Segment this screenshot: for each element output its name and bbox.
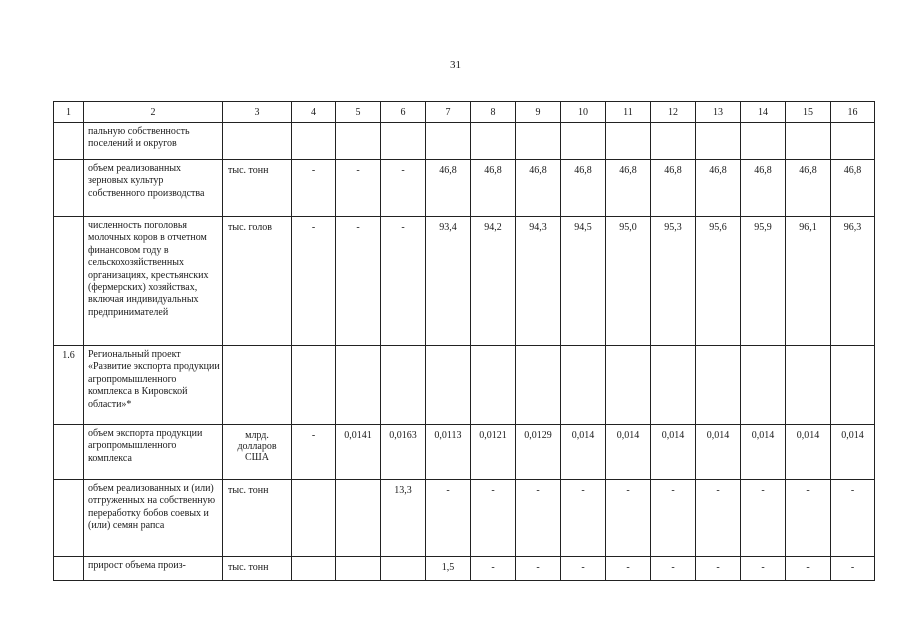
value-cell: -	[606, 557, 651, 581]
table-row	[54, 346, 875, 425]
value-cell: -	[381, 217, 426, 346]
indicator-name-cell: объем реализованных и (или) отгруженных на собственную переработку бобов соевых и (или) семян рапса	[84, 480, 223, 557]
value-cell	[381, 123, 426, 160]
value-cell: -	[651, 480, 696, 557]
value-cell	[606, 123, 651, 160]
table-row	[54, 217, 875, 346]
column-number-cell: 16	[831, 102, 875, 123]
row-index-cell	[54, 425, 84, 480]
value-cell: -	[336, 160, 381, 217]
value-cell: 46,8	[516, 160, 561, 217]
value-cell	[831, 346, 875, 425]
value-cell: 0,014	[786, 425, 831, 480]
value-cell: 46,8	[561, 160, 606, 217]
value-cell: 0,0121	[471, 425, 516, 480]
row-index-cell: 1.6	[54, 346, 84, 425]
value-cell: -	[426, 480, 471, 557]
value-cell: 0,014	[651, 425, 696, 480]
value-cell: 96,3	[831, 217, 875, 346]
column-number-cell: 8	[471, 102, 516, 123]
value-cell: -	[606, 480, 651, 557]
value-cell: -	[786, 480, 831, 557]
unit-cell	[223, 346, 292, 425]
row-index-cell	[54, 557, 84, 581]
value-cell: -	[336, 217, 381, 346]
value-cell	[516, 346, 561, 425]
value-cell: 46,8	[741, 160, 786, 217]
value-cell	[336, 346, 381, 425]
value-cell	[741, 346, 786, 425]
value-cell: 46,8	[606, 160, 651, 217]
value-cell: 96,1	[786, 217, 831, 346]
value-cell: 0,0129	[516, 425, 561, 480]
value-cell	[292, 123, 336, 160]
value-cell: -	[471, 480, 516, 557]
unit-cell: тыс. тонн	[223, 160, 292, 217]
value-cell: 94,2	[471, 217, 516, 346]
unit-cell: тыс. голов	[223, 217, 292, 346]
column-number-cell: 6	[381, 102, 426, 123]
value-cell: 46,8	[651, 160, 696, 217]
value-cell: 95,3	[651, 217, 696, 346]
column-number-cell: 10	[561, 102, 606, 123]
value-cell: 46,8	[471, 160, 516, 217]
row-index-cell	[54, 480, 84, 557]
value-cell: -	[831, 480, 875, 557]
value-cell: 0,014	[606, 425, 651, 480]
indicator-name-cell: объем реализованных зерновых культур собственного производства	[84, 160, 223, 217]
column-number-row	[54, 102, 875, 123]
value-cell: -	[786, 557, 831, 581]
value-cell: 95,9	[741, 217, 786, 346]
value-cell: 0,0141	[336, 425, 381, 480]
value-cell	[786, 123, 831, 160]
value-cell: 46,8	[696, 160, 741, 217]
page-number: 31	[450, 59, 461, 71]
table-row	[54, 557, 875, 581]
value-cell: 95,6	[696, 217, 741, 346]
value-cell	[292, 480, 336, 557]
table-row	[54, 123, 875, 160]
value-cell: 1,5	[426, 557, 471, 581]
unit-cell: тыс. тонн	[223, 557, 292, 581]
value-cell: -	[471, 557, 516, 581]
row-index-cell	[54, 160, 84, 217]
value-cell	[292, 557, 336, 581]
indicator-name-cell: Региональный проект «Развитие экспорта продукции агропромышленного комплекса в Кировской области»*	[84, 346, 223, 425]
column-number-cell: 14	[741, 102, 786, 123]
table-row	[54, 160, 875, 217]
value-cell: -	[696, 480, 741, 557]
unit-cell: тыс. тонн	[223, 480, 292, 557]
indicators-table	[53, 101, 875, 581]
value-cell: -	[561, 557, 606, 581]
value-cell: -	[696, 557, 741, 581]
indicator-name-cell: прирост объема произ-	[84, 557, 223, 581]
value-cell: -	[516, 480, 561, 557]
table-row	[54, 480, 875, 557]
indicator-name-cell: пальную собственность поселений и округов	[84, 123, 223, 160]
column-number-cell: 12	[651, 102, 696, 123]
value-cell: 93,4	[426, 217, 471, 346]
value-cell: 46,8	[786, 160, 831, 217]
value-cell: -	[292, 217, 336, 346]
indicator-name-cell: численность поголовья молочных коров в отчетном финансовом году в сельскохозяйственных организациях, крестьянских (фермерских) хозяйствах, включая индивидуальных предпринимателей	[84, 217, 223, 346]
value-cell: 95,0	[606, 217, 651, 346]
value-cell: 0,0113	[426, 425, 471, 480]
indicator-name-cell: объем экспорта продукции агропромышленного комплекса	[84, 425, 223, 480]
value-cell	[561, 123, 606, 160]
value-cell	[786, 346, 831, 425]
value-cell: 46,8	[831, 160, 875, 217]
value-cell	[381, 557, 426, 581]
value-cell: -	[516, 557, 561, 581]
value-cell: -	[741, 557, 786, 581]
value-cell: -	[741, 480, 786, 557]
value-cell: 94,3	[516, 217, 561, 346]
value-cell	[696, 123, 741, 160]
value-cell	[516, 123, 561, 160]
value-cell	[606, 346, 651, 425]
value-cell: 0,014	[696, 425, 741, 480]
column-number-cell: 7	[426, 102, 471, 123]
value-cell	[741, 123, 786, 160]
unit-cell	[223, 123, 292, 160]
column-number-cell: 2	[84, 102, 223, 123]
value-cell: 0,014	[561, 425, 606, 480]
column-number-cell: 3	[223, 102, 292, 123]
value-cell	[651, 123, 696, 160]
value-cell: -	[831, 557, 875, 581]
value-cell: -	[292, 425, 336, 480]
value-cell	[336, 557, 381, 581]
value-cell	[292, 346, 336, 425]
value-cell: 0,0163	[381, 425, 426, 480]
value-cell: 46,8	[426, 160, 471, 217]
column-number-cell: 9	[516, 102, 561, 123]
column-number-cell: 1	[54, 102, 84, 123]
value-cell: 94,5	[561, 217, 606, 346]
value-cell	[336, 480, 381, 557]
value-cell	[381, 346, 426, 425]
value-cell: -	[292, 160, 336, 217]
value-cell: 0,014	[741, 425, 786, 480]
value-cell	[831, 123, 875, 160]
column-number-cell: 15	[786, 102, 831, 123]
row-index-cell	[54, 217, 84, 346]
value-cell	[561, 346, 606, 425]
value-cell	[651, 346, 696, 425]
value-cell	[426, 346, 471, 425]
column-number-cell: 13	[696, 102, 741, 123]
value-cell: 0,014	[831, 425, 875, 480]
column-number-cell: 4	[292, 102, 336, 123]
value-cell	[336, 123, 381, 160]
value-cell: -	[651, 557, 696, 581]
value-cell	[471, 123, 516, 160]
column-number-cell: 5	[336, 102, 381, 123]
value-cell: -	[381, 160, 426, 217]
value-cell: -	[561, 480, 606, 557]
table-row	[54, 425, 875, 480]
unit-cell: млрд. долларов США	[223, 425, 292, 480]
column-number-cell: 11	[606, 102, 651, 123]
value-cell: 13,3	[381, 480, 426, 557]
value-cell	[471, 346, 516, 425]
value-cell	[696, 346, 741, 425]
row-index-cell	[54, 123, 84, 160]
value-cell	[426, 123, 471, 160]
